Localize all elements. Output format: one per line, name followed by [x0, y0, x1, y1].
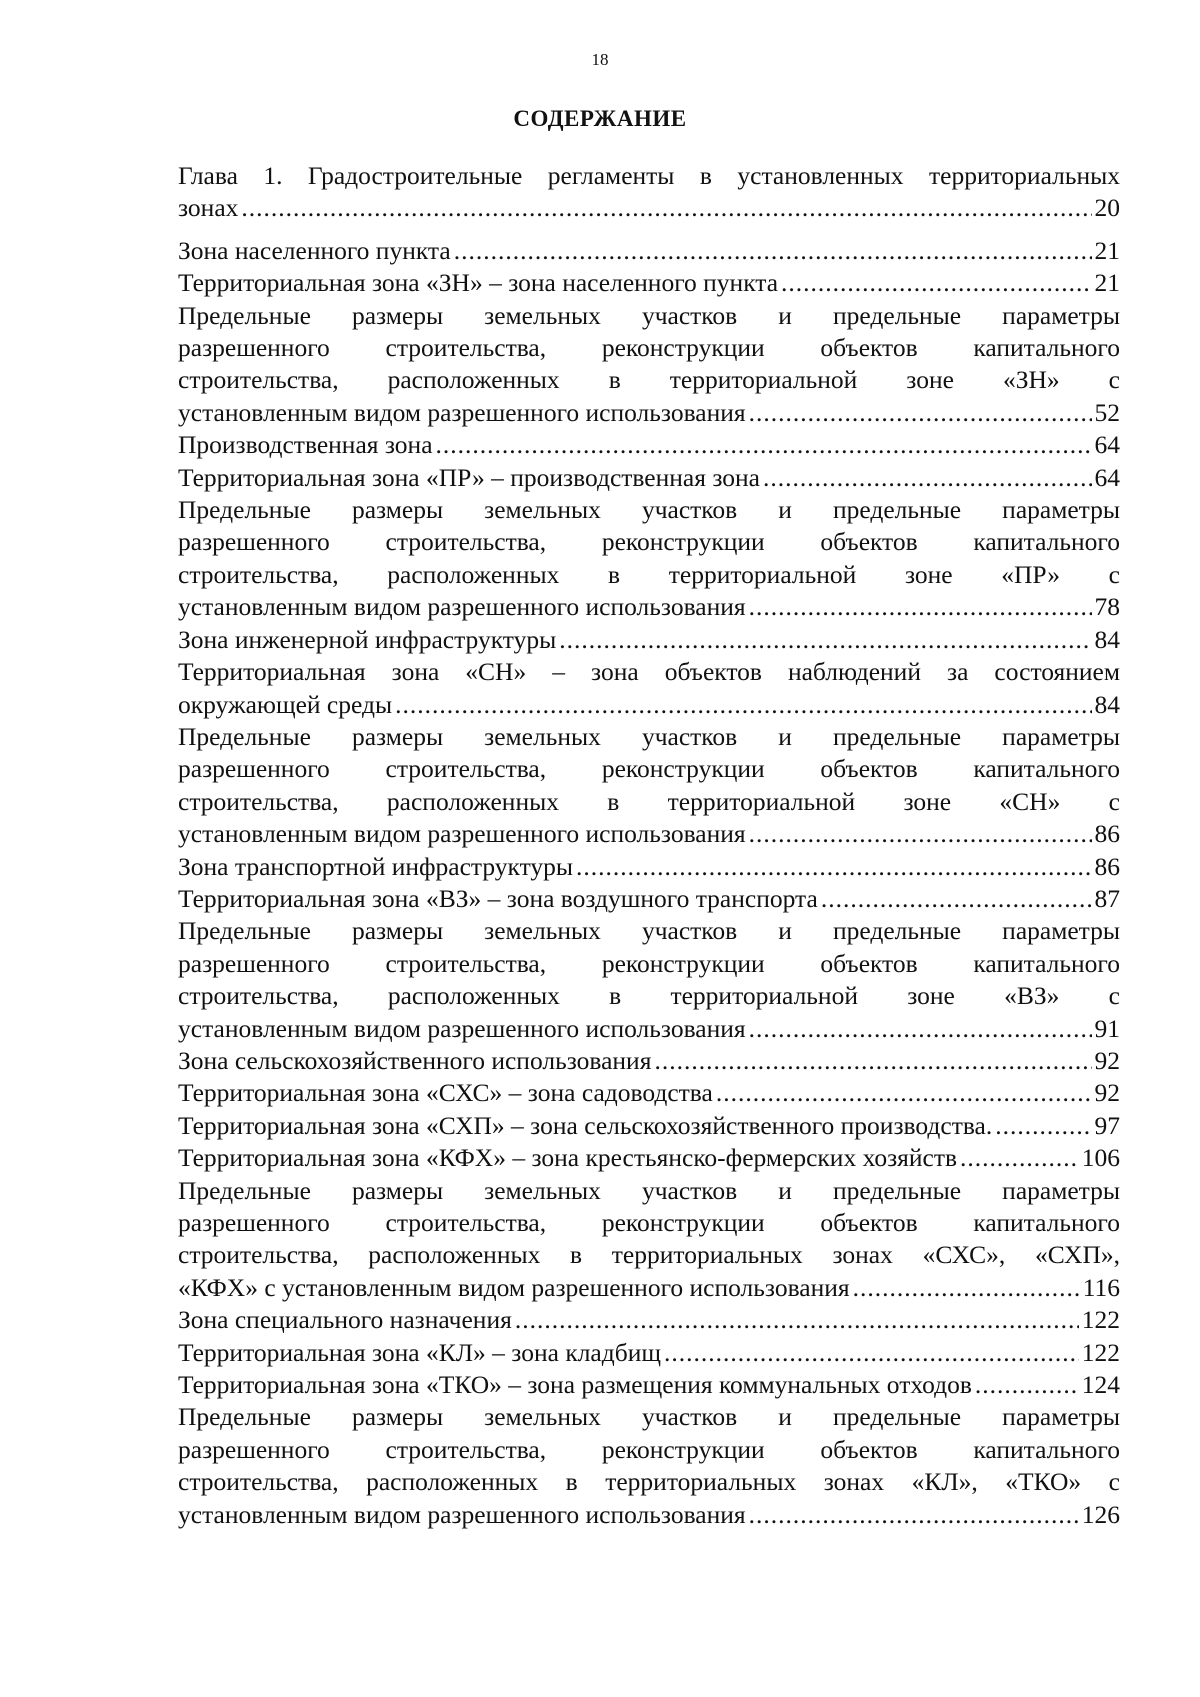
toc-entry-line: строительства, расположенных в территориальных зонах «КЛ», «ТКО» с — [178, 1467, 1120, 1497]
toc-entry-title: Территориальная зона «ВЗ» – зона воздушного транспорта — [178, 883, 818, 913]
toc-page-number: 106 — [1081, 1143, 1120, 1173]
toc-page-number: 84 — [1094, 624, 1120, 654]
toc-entry-line: разрешенного строительства, реконструкции объектов капитального — [178, 948, 1120, 978]
toc-entry-last-line — [178, 689, 1120, 721]
toc-page-number: 97 — [1094, 1110, 1120, 1140]
toc-entry-title: Зона населенного пункта — [178, 235, 451, 265]
toc-entry-title: установленным видом разрешенного использования — [178, 397, 746, 427]
dot-leader — [664, 1337, 1079, 1369]
toc-chapter-entry[interactable] — [178, 160, 1120, 225]
toc-entry[interactable] — [178, 429, 1120, 461]
dot-leader — [853, 1272, 1080, 1304]
toc-entry[interactable] — [178, 235, 1120, 267]
toc-entry-last-line — [178, 1142, 1120, 1174]
page-number: 18 — [591, 50, 609, 69]
toc-entry[interactable] — [178, 1369, 1120, 1401]
toc-entry-line: Предельные размеры земельных участков и предельные параметры — [178, 721, 1120, 751]
toc-entry-last-line — [178, 1110, 1120, 1142]
toc-entry-title: Производственная зона — [178, 430, 433, 460]
toc-page-number: 122 — [1081, 1305, 1120, 1335]
toc-entry[interactable] — [178, 656, 1120, 721]
toc-page-number: 91 — [1094, 1013, 1120, 1043]
toc-entry-last-line — [178, 1499, 1120, 1531]
toc-entry-last-line — [178, 1013, 1120, 1045]
dot-leader — [975, 1369, 1079, 1401]
toc-entry-last-line — [178, 1077, 1120, 1109]
dot-leader — [716, 1077, 1092, 1109]
toc-page-number: 20 — [1094, 193, 1120, 223]
toc-entry-last-line — [178, 883, 1120, 915]
toc-page-number: 86 — [1094, 819, 1120, 849]
toc-entry-title: Территориальная зона «СХС» – зона садоводства — [178, 1078, 713, 1108]
toc-entry-title: Зона специального назначения — [178, 1305, 512, 1335]
toc-page-number: 64 — [1094, 462, 1120, 492]
toc-entry[interactable] — [178, 915, 1120, 1045]
toc-entry-last-line — [178, 462, 1120, 494]
toc-entry-last-line — [178, 591, 1120, 623]
toc-entry-line: разрешенного строительства, реконструкции объектов капитального — [178, 527, 1120, 557]
dot-leader — [395, 689, 1091, 721]
toc-entry-title: установленным видом разрешенного использования — [178, 1499, 746, 1529]
toc-entry-line: разрешенного строительства, реконструкции объектов капитального — [178, 1208, 1120, 1237]
toc-page-number: 124 — [1081, 1370, 1120, 1400]
dot-leader — [749, 1013, 1092, 1045]
dot-leader — [454, 235, 1092, 267]
toc-entry-line: Предельные размеры земельных участков и предельные параметры — [178, 495, 1120, 525]
toc-entry-last-line — [178, 851, 1120, 883]
dot-leader — [749, 818, 1092, 850]
dot-leader — [960, 1142, 1079, 1174]
toc-entry-title: Зона сельскохозяйственного использования — [178, 1045, 652, 1075]
dot-leader — [654, 1045, 1091, 1077]
toc-entry-line: строительства, расположенных в территориальной зоне «СН» с — [178, 786, 1120, 816]
dot-leader — [763, 462, 1092, 494]
dot-leader — [241, 192, 1091, 224]
toc-entry-line: Предельные размеры земельных участков и предельные параметры — [178, 1402, 1120, 1432]
dot-leader — [749, 397, 1092, 429]
toc-entry-last-line — [178, 192, 1120, 224]
toc-title: СОДЕРЖАНИЕ — [513, 106, 687, 131]
toc-entry-line: строительства, расположенных в территориальной зоне «ВЗ» с — [178, 981, 1120, 1011]
toc-entry[interactable] — [178, 1110, 1120, 1142]
toc-entry-last-line — [178, 235, 1120, 267]
toc-page-number: 116 — [1082, 1272, 1120, 1302]
toc-entry[interactable] — [178, 624, 1120, 656]
dot-leader — [821, 883, 1092, 915]
toc-entry-title: установленным видом разрешенного использования — [178, 592, 746, 622]
toc-entry-line: Предельные размеры земельных участков и предельные параметры — [178, 300, 1120, 330]
dot-leader — [781, 267, 1091, 299]
toc-entry-line: разрешенного строительства, реконструкции объектов капитального — [178, 1434, 1120, 1464]
toc-page-number: 78 — [1094, 592, 1120, 622]
dot-leader — [515, 1304, 1079, 1336]
toc-entry-title: Зона инженерной инфраструктуры — [178, 624, 557, 654]
toc-entry[interactable] — [178, 494, 1120, 624]
toc-entry-title: Территориальная зона «КФХ» – зона крестьянско-фермерских хозяйств — [178, 1143, 958, 1173]
toc-page-number: 86 — [1094, 851, 1120, 881]
toc-entry-title: Зона транспортной инфраструктуры — [178, 851, 574, 881]
toc-entry-title: Территориальная зона «ЗН» – зона населенного пункта — [178, 268, 779, 298]
toc-entry[interactable] — [178, 267, 1120, 299]
toc-entry-title: «КФХ» с установленным видом разрешенного использования — [178, 1272, 850, 1302]
toc-page-number: 52 — [1094, 397, 1120, 427]
toc-entry-title: окружающей среды — [178, 689, 393, 719]
toc-entry-last-line — [178, 624, 1120, 656]
toc-entry[interactable] — [178, 300, 1120, 430]
toc-entry-last-line — [178, 267, 1120, 299]
toc-entry-title: Территориальная зона «ПР» – производственная зона — [178, 462, 760, 492]
toc-entry-last-line — [178, 1337, 1120, 1369]
toc-entry-title: установленным видом разрешенного использования — [178, 1013, 746, 1043]
toc-entry-title: Территориальная зона «ТКО» – зона размещения коммунальных отходов — [178, 1370, 972, 1400]
toc-entry-line: строительства, расположенных в территориальной зоне «ЗН» с — [178, 365, 1120, 395]
toc-entry-last-line — [178, 1272, 1120, 1304]
toc-entry-last-line — [178, 397, 1120, 429]
toc-entry[interactable] — [178, 721, 1120, 851]
toc-entry[interactable] — [178, 1304, 1120, 1336]
toc-page-number: 64 — [1094, 430, 1120, 460]
toc-entry[interactable] — [178, 883, 1120, 915]
dot-leader — [749, 1499, 1079, 1531]
toc-entry-last-line — [178, 429, 1120, 461]
toc-entry-line: разрешенного строительства, реконструкции объектов капитального — [178, 754, 1120, 784]
toc-entry-last-line — [178, 1304, 1120, 1336]
toc-entry[interactable] — [178, 1142, 1120, 1174]
toc-page-number: 122 — [1081, 1337, 1120, 1367]
dot-leader — [559, 624, 1091, 656]
toc-entry[interactable] — [178, 851, 1120, 883]
dot-leader — [749, 591, 1092, 623]
toc-entry-last-line — [178, 1045, 1120, 1077]
toc-entry[interactable] — [178, 1401, 1120, 1531]
toc-entry-line: строительства, расположенных в территориальной зоне «ПР» с — [178, 559, 1120, 589]
toc-entry[interactable] — [178, 1077, 1120, 1109]
toc-entry-title: Территориальная зона «КЛ» – зона кладбищ — [178, 1337, 661, 1367]
toc-page-number: 21 — [1094, 235, 1120, 265]
toc-entry[interactable] — [178, 1175, 1120, 1305]
toc-page-number: 126 — [1081, 1499, 1120, 1529]
toc-page-number: 21 — [1094, 268, 1120, 298]
toc-page-number: 84 — [1094, 689, 1120, 719]
toc-entry-line: разрешенного строительства, реконструкции объектов капитального — [178, 333, 1120, 363]
toc-entry-line: Территориальная зона «СН» – зона объектов наблюдений за состоянием — [178, 657, 1120, 687]
toc-entry-last-line — [178, 818, 1120, 850]
dot-leader — [995, 1110, 1091, 1142]
toc-entry[interactable] — [178, 462, 1120, 494]
toc-entry[interactable] — [178, 1337, 1120, 1369]
toc-entry[interactable] — [178, 1045, 1120, 1077]
toc-entry-line: Предельные размеры земельных участков и предельные параметры — [178, 916, 1120, 946]
toc-entry-title: Территориальная зона «СХП» – зона сельскохозяйственного производства. — [178, 1110, 993, 1140]
toc-entry-line: Глава 1. Градостроительные регламенты в установленных территориальных — [178, 161, 1120, 190]
toc-page-number: 92 — [1094, 1078, 1120, 1108]
dot-leader — [576, 851, 1091, 883]
toc-page-number: 92 — [1094, 1045, 1120, 1075]
toc-entry-title: зонах — [178, 193, 239, 223]
toc-page-number: 87 — [1094, 883, 1120, 913]
toc-entry-line: Предельные размеры земельных участков и предельные параметры — [178, 1175, 1120, 1205]
dot-leader — [436, 429, 1092, 461]
toc-entry-line: строительства, расположенных в территориальных зонах «СХС», «СХП», — [178, 1240, 1120, 1270]
toc-entry-last-line — [178, 1369, 1120, 1401]
table-of-contents — [178, 160, 1120, 1531]
toc-entry-title: установленным видом разрешенного использования — [178, 819, 746, 849]
